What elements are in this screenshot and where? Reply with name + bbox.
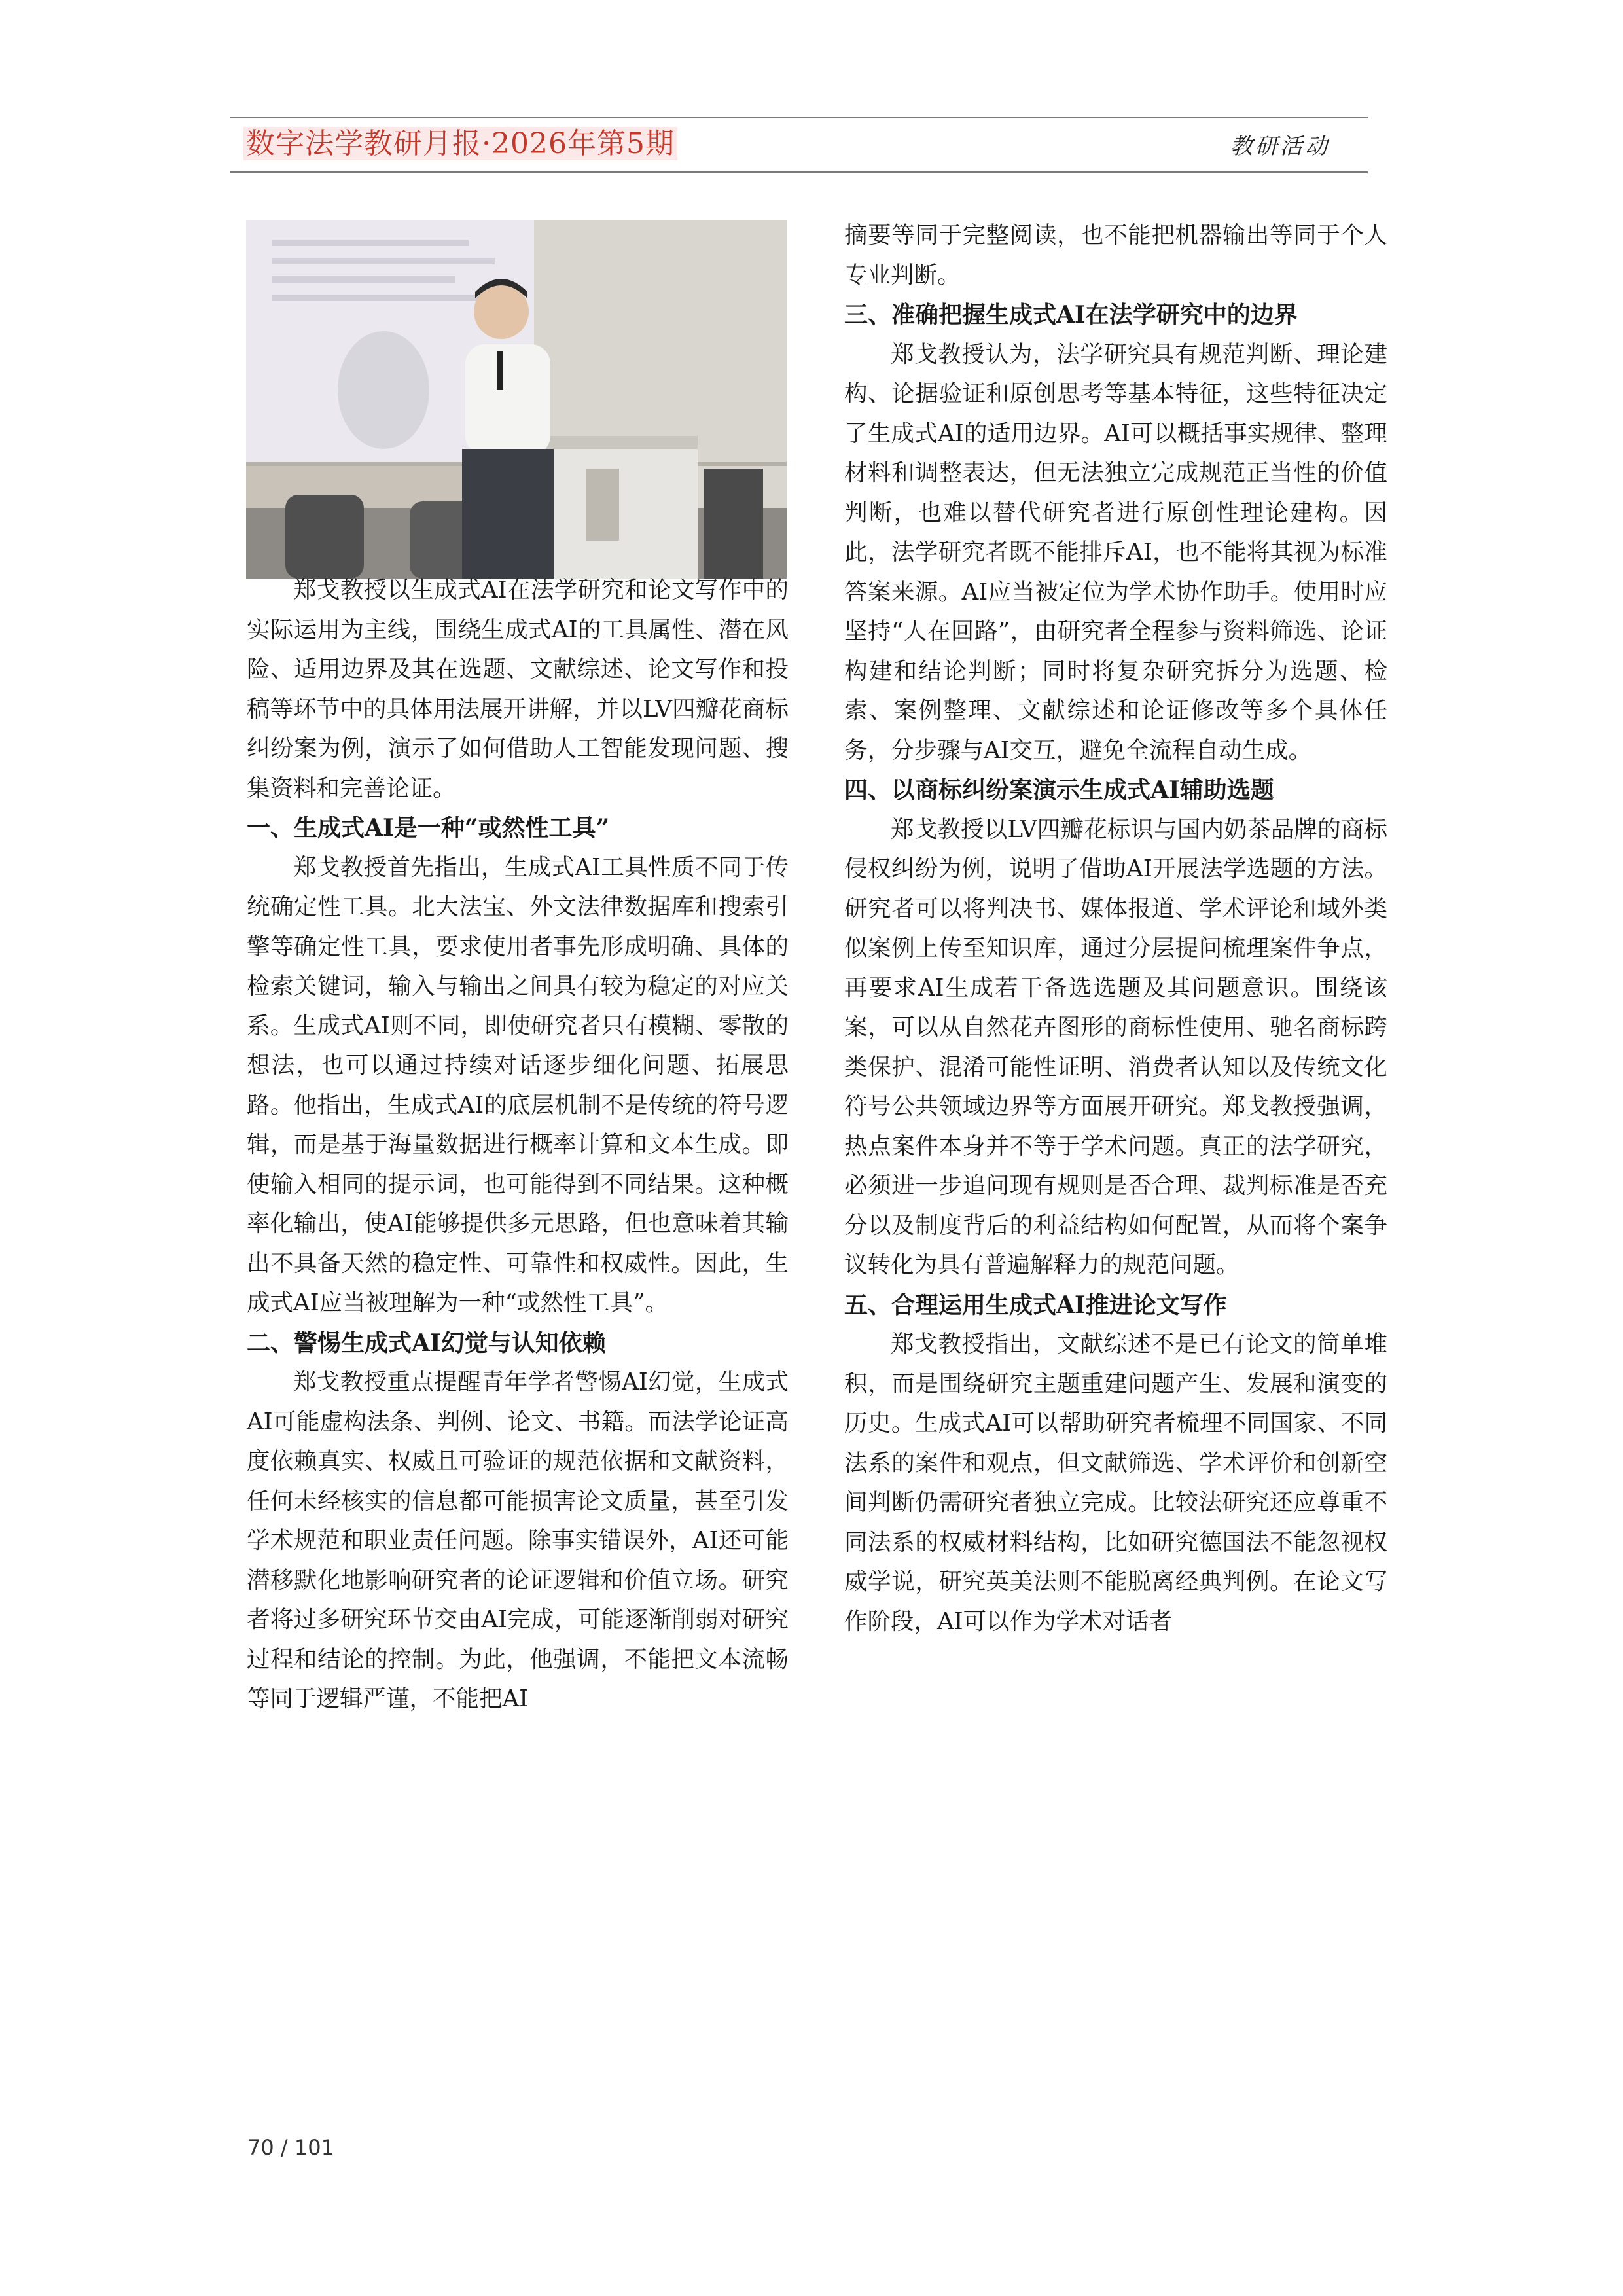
- header-bottom-rule: [230, 171, 1368, 173]
- header-top-rule: [230, 117, 1368, 118]
- heading-1: 一、生成式AI是一种“或然性工具”: [247, 814, 610, 842]
- page-number: 70 / 101: [247, 2135, 334, 2160]
- heading-3: 三、准确把握生成式AI在法学研究中的边界: [844, 301, 1298, 329]
- paragraph-3: 郑戈教授认为，法学研究具有规范判断、理论建构、论据验证和原创思考等基本特征，这些特征决定了生成式AI的适用边界。AI可以概括事实规律、整理材料和调整表达，但无法独立完成规范正当性的价值判断，也难以替代研究者进行原创性理论建构。因此，法学研究者既不能排斥AI，也不能将其视为标准答案来源。AI应当被定位为学术协作助手。使用时应坚持“人在回路”，由研究者全程参与资料筛选、论证构建和结论判断；同时将复杂研究拆分为选题、检索、案例整理、文献综述和论证修改等多个具体任务，分步骤与AI交互，避免全流程自动生成。: [844, 340, 1387, 764]
- paragraph-4: 郑戈教授以LV四瓣花标识与国内奶茶品牌的商标侵权纠纷为例，说明了借助AI开展法学选题的方法。研究者可以将判决书、媒体报道、学术评论和域外类似案例上传至知识库，通过分层提问梳理案件争点，再要求AI生成若干备选选题及其问题意识。围绕该案，可以从自然花卉图形的商标性使用、驰名商标跨类保护、混淆可能性证明、消费者认知以及传统文化符号公共领域边界等方面展开研究。郑戈教授强调，热点案件本身并不等于学术问题。真正的法学研究，必须进一步追问现有规则是否合理、裁判标准是否充分以及制度背后的利益结构如何配置，从而将个案争议转化为具有普遍解释力的规范问题。: [844, 816, 1387, 1278]
- paragraph-continued: 摘要等同于完整阅读，也不能把机器输出等同于个人专业判断。: [844, 222, 1387, 289]
- paragraph-5: 郑戈教授指出，文献综述不是已有论文的简单堆积，而是围绕研究主题重建问题产生、发展和演变的历史。生成式AI可以帮助研究者梳理不同国家、不同法系的案件和观点，但文献筛选、学术评价和创新空间判断仍需研究者独立完成。比较法研究还应尊重不同法系的权威材料结构，比如研究德国法不能忽视权威学说，研究英美法则不能脱离经典判例。在论文写作阶段，AI可以作为学术对话者: [844, 1331, 1387, 1635]
- paragraph-2: 郑戈教授重点提醒青年学者警惕AI幻觉，生成式AI可能虚构法条、判例、论文、书籍。而法学论证高度依赖真实、权威且可验证的规范依据和文献资料，任何未经核实的信息都可能损害论文质量，甚至引发学术规范和职业责任问题。除事实错误外，AI还可能潜移默化地影响研究者的论证逻辑和价值立场。研究者将过多研究环节交由AI完成，可能逐渐削弱对研究过程和结论的控制。为此，他强调，不能把文本流畅等同于逻辑严谨，不能把AI: [247, 1369, 789, 1712]
- paragraph-intro: 郑戈教授以生成式AI在法学研究和论文写作中的实际运用为主线，围绕生成式AI的工具属性、潜在风险、适用边界及其在选题、文献综述、论文写作和投稿等环节中的具体用法展开讲解，并以LV四瓣花商标纠纷案为例，演示了如何借助人工智能发现问题、搜集资料和完善论证。: [247, 577, 789, 802]
- journal-title-text: 数字法学教研月报·2026年第5期: [243, 127, 677, 160]
- section-label: 教研活动: [1230, 134, 1330, 160]
- journal-title: [243, 124, 677, 164]
- right-column: [844, 216, 1387, 1641]
- paragraph-1: 郑戈教授首先指出，生成式AI工具性质不同于传统确定性工具。北大法宝、外文法律数据库和搜索引擎等确定性工具，要求使用者事先形成明确、具体的检索关键词，输入与输出之间具有较为稳定的对应关系。生成式AI则不同，即使研究者只有模糊、零散的想法，也可以通过持续对话逐步细化问题、拓展思路。他指出，生成式AI的底层机制不是传统的符号逻辑，而是基于海量数据进行概率计算和文本生成。即使输入相同的提示词，也可能得到不同结果。这种概率化输出，使AI能够提供多元思路，但也意味着其输出不具备天然的稳定性、可靠性和权威性。因此，生成式AI应当被理解为一种“或然性工具”。: [247, 853, 789, 1316]
- heading-2: 二、警惕生成式AI幻觉与认知依赖: [247, 1329, 606, 1357]
- heading-5: 五、合理运用生成式AI推进论文写作: [844, 1291, 1227, 1319]
- heading-4: 四、以商标纠纷案演示生成式AI辅助选题: [844, 776, 1274, 804]
- left-column: [247, 571, 789, 1719]
- photo-speaker: [246, 220, 787, 579]
